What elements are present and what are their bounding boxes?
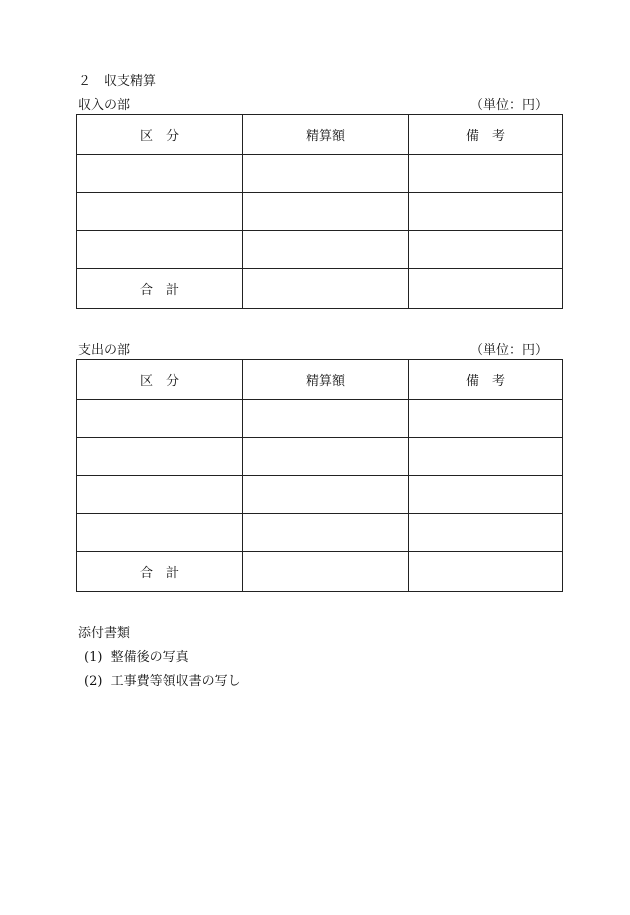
expense-total-amount[interactable] bbox=[243, 552, 409, 592]
expense-cell[interactable] bbox=[409, 438, 563, 476]
expense-header-amount: 精算額 bbox=[243, 360, 409, 400]
expense-cell[interactable] bbox=[243, 476, 409, 514]
income-cell[interactable] bbox=[243, 193, 409, 231]
expense-label: 支出の部 bbox=[78, 343, 131, 358]
expense-header-category: 区 分 bbox=[77, 360, 243, 400]
expense-cell[interactable] bbox=[409, 514, 563, 552]
section-heading: ２ 収支精算 bbox=[78, 74, 157, 89]
expense-cell[interactable] bbox=[243, 400, 409, 438]
expense-cell[interactable] bbox=[77, 514, 243, 552]
income-row bbox=[77, 155, 563, 193]
expense-unit: （単位：円） bbox=[469, 343, 548, 358]
expense-cell[interactable] bbox=[77, 400, 243, 438]
attachment-item-photos: (1) 整備後の写真 bbox=[84, 650, 189, 665]
expense-cell[interactable] bbox=[409, 400, 563, 438]
expense-total-row bbox=[77, 552, 563, 592]
income-cell[interactable] bbox=[409, 231, 563, 269]
expense-cell[interactable] bbox=[77, 476, 243, 514]
income-cell[interactable] bbox=[409, 155, 563, 193]
income-cell[interactable] bbox=[77, 231, 243, 269]
income-unit: （単位：円） bbox=[469, 98, 548, 113]
income-total-remarks[interactable] bbox=[409, 269, 563, 309]
income-row bbox=[77, 231, 563, 269]
expense-cell[interactable] bbox=[243, 438, 409, 476]
expense-total-remarks[interactable] bbox=[409, 552, 563, 592]
income-header-category: 区 分 bbox=[77, 115, 243, 155]
expense-cell[interactable] bbox=[409, 476, 563, 514]
income-cell[interactable] bbox=[409, 193, 563, 231]
income-total-row bbox=[77, 269, 563, 309]
expense-row bbox=[77, 400, 563, 438]
expense-row bbox=[77, 476, 563, 514]
income-cell[interactable] bbox=[77, 193, 243, 231]
income-header-row bbox=[77, 115, 563, 155]
expense-cell[interactable] bbox=[77, 438, 243, 476]
income-row bbox=[77, 193, 563, 231]
expense-header-row bbox=[77, 360, 563, 400]
expense-table bbox=[76, 359, 563, 592]
attachment-item-receipts: (2) 工事費等領収書の写し bbox=[84, 674, 241, 689]
income-cell[interactable] bbox=[77, 155, 243, 193]
income-total-label: 合 計 bbox=[77, 269, 243, 309]
expense-header-remarks: 備 考 bbox=[409, 360, 563, 400]
income-table bbox=[76, 114, 563, 309]
expense-row bbox=[77, 438, 563, 476]
expense-total-label: 合 計 bbox=[77, 552, 243, 592]
income-label: 収入の部 bbox=[78, 98, 131, 113]
income-cell[interactable] bbox=[243, 155, 409, 193]
income-header-amount: 精算額 bbox=[243, 115, 409, 155]
income-total-amount[interactable] bbox=[243, 269, 409, 309]
income-cell[interactable] bbox=[243, 231, 409, 269]
income-header-remarks: 備 考 bbox=[409, 115, 563, 155]
expense-row bbox=[77, 514, 563, 552]
attachments-title: 添付書類 bbox=[78, 626, 131, 641]
expense-cell[interactable] bbox=[243, 514, 409, 552]
